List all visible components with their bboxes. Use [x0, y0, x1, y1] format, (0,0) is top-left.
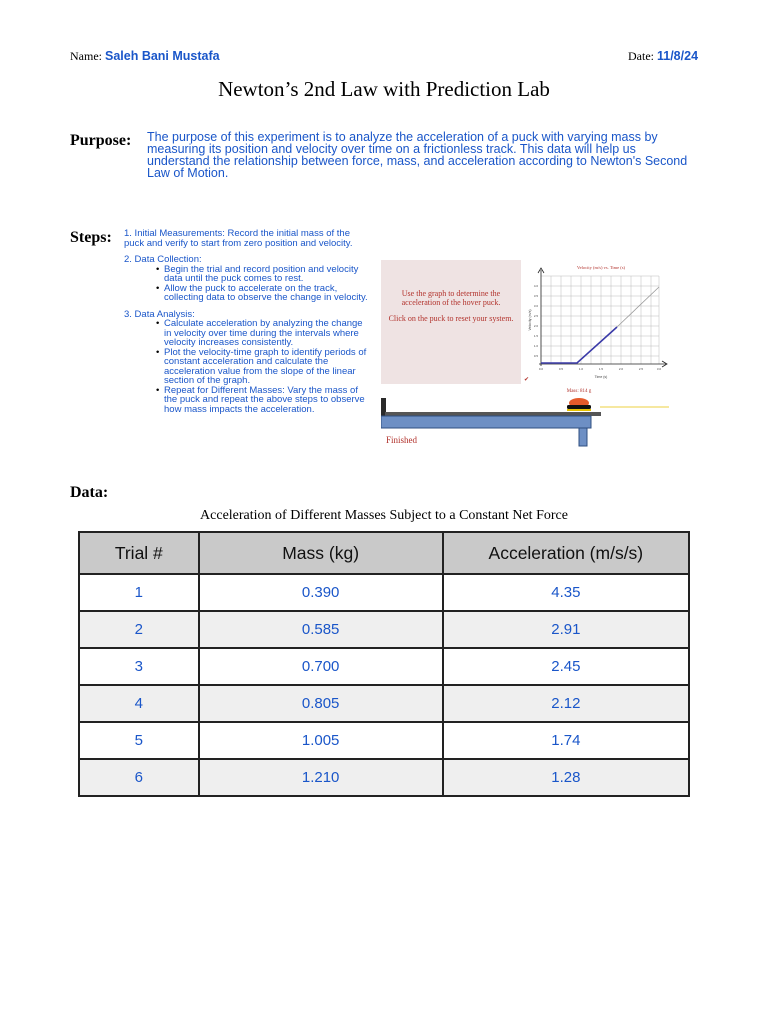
- svg-text:2.5: 2.5: [533, 314, 538, 318]
- track-leg: [579, 428, 587, 446]
- mass-cell: 0.585: [199, 611, 443, 648]
- step-heading: 1. Initial Measurements: Record the initial mass of the puck and verify to start from zero position and velocity.: [124, 228, 353, 249]
- svg-text:1.5: 1.5: [598, 367, 604, 371]
- trial-cell: 6: [79, 759, 199, 796]
- mass-cell: 1.210: [199, 759, 443, 796]
- svg-text:1.0: 1.0: [578, 367, 584, 371]
- trial-cell: 5: [79, 722, 199, 759]
- acceleration-cell: 2.45: [443, 648, 689, 685]
- table-caption: Acceleration of Different Masses Subject to a Constant Net Force: [200, 508, 568, 523]
- date-label: Date:: [628, 49, 654, 63]
- acceleration-cell: 2.91: [443, 611, 689, 648]
- table-row: [79, 722, 689, 759]
- steps-label: Steps:: [70, 229, 112, 246]
- name-value: Saleh Bani Mustafa: [105, 49, 220, 63]
- simulation-status: Finished: [386, 435, 418, 445]
- table-row: [79, 685, 689, 722]
- step-section-3: [124, 310, 370, 415]
- purpose-label: Purpose:: [70, 132, 132, 149]
- svg-text:0.5: 0.5: [533, 354, 538, 358]
- mass-cell: 0.700: [199, 648, 443, 685]
- trial-cell: 1: [79, 574, 199, 611]
- track-rail: [385, 412, 601, 416]
- check-icon: ✔: [524, 377, 530, 383]
- header-acceleration: Acceleration (m/s/s): [443, 532, 689, 574]
- simulation-screenshot: [381, 260, 669, 448]
- acceleration-cell: 4.35: [443, 574, 689, 611]
- svg-text:4.0: 4.0: [533, 284, 538, 288]
- step-bullet: • Repeat for Different Masses: Vary the mass of the puck and repeat the above steps to observe how mass impacts the acceleration.: [156, 386, 370, 415]
- data-table: [78, 531, 690, 797]
- svg-text:1.0: 1.0: [533, 344, 538, 348]
- svg-text:0.5: 0.5: [558, 367, 564, 371]
- puck-base: [567, 405, 591, 409]
- mass-cell: 0.805: [199, 685, 443, 722]
- step-section-2: [124, 255, 370, 303]
- mass-cell: 0.390: [199, 574, 443, 611]
- step-section-1: [124, 229, 370, 248]
- table-row: [79, 611, 689, 648]
- step-bullet: • Allow the puck to accelerate on the track, collecting data to observe the change in velocity.: [156, 284, 370, 303]
- svg-text:3.0: 3.0: [656, 367, 662, 371]
- step-bullet: • Plot the velocity-time graph to identify periods of constant acceleration and calculate the acceleration value from the slope of the linear section of the graph.: [156, 348, 370, 386]
- header-trial: Trial #: [79, 532, 199, 574]
- track-body: [381, 416, 591, 428]
- graph-title: Velocity (m/s) vs. Time (s): [576, 265, 626, 270]
- svg-text:2.0: 2.0: [618, 367, 624, 371]
- step-bullet: • Calculate acceleration by analyzing the change in velocity over time during the intervals where velocity increases consistently.: [156, 319, 370, 348]
- step-heading: 2. Data Collection:: [124, 254, 202, 265]
- graph-background: [521, 260, 669, 384]
- trial-cell: 3: [79, 648, 199, 685]
- purpose-text: The purpose of this experiment is to analyze the acceleration of a puck with varying mass by measuring its position and velocity over time on a frictionless track. This data will help us understand the relationship between force, mass, and acceleration according to Newton's Second Law of Motion.: [147, 130, 688, 180]
- svg-text:0.0: 0.0: [538, 367, 544, 371]
- date-value: 11/8/24: [657, 49, 699, 63]
- simulation-drawing: [381, 260, 669, 448]
- name-label: Name:: [70, 49, 102, 63]
- step-bullet: • Begin the trial and record position and velocity data until the puck comes to rest.: [156, 265, 370, 284]
- instruction-reset: Click on the puck to reset your system.: [388, 314, 514, 323]
- table-row: [79, 648, 689, 685]
- svg-text:2.5: 2.5: [638, 367, 644, 371]
- page-title: Newton’s 2nd Law with Prediction Lab: [218, 77, 550, 101]
- puck-stripe: [567, 409, 591, 411]
- mass-label: Mass: 814 g: [566, 389, 592, 394]
- acceleration-cell: 1.74: [443, 722, 689, 759]
- svg-text:3.5: 3.5: [533, 294, 538, 298]
- table-row: [79, 759, 689, 796]
- trial-cell: 2: [79, 611, 199, 648]
- x-axis-label: Time (s): [594, 375, 608, 379]
- acceleration-cell: 2.12: [443, 685, 689, 722]
- svg-text:3.0: 3.0: [533, 304, 538, 308]
- svg-text:1.5: 1.5: [533, 334, 538, 338]
- instruction-graph: Use the graph to determine the acceleration of the hover puck.: [401, 289, 501, 307]
- table-header-row: [79, 532, 689, 574]
- trial-cell: 4: [79, 685, 199, 722]
- steps-list: [124, 229, 370, 421]
- table-row: [79, 574, 689, 611]
- step-heading: 3. Data Analysis:: [124, 308, 195, 320]
- header-mass: Mass (kg): [199, 532, 443, 574]
- date-row: [628, 49, 698, 64]
- data-label: Data:: [70, 484, 109, 501]
- acceleration-cell: 1.28: [443, 759, 689, 796]
- mass-cell: 1.005: [199, 722, 443, 759]
- y-axis-label: Velocity (m/s): [528, 309, 532, 331]
- name-row: [70, 49, 220, 64]
- svg-text:2.0: 2.0: [533, 324, 538, 328]
